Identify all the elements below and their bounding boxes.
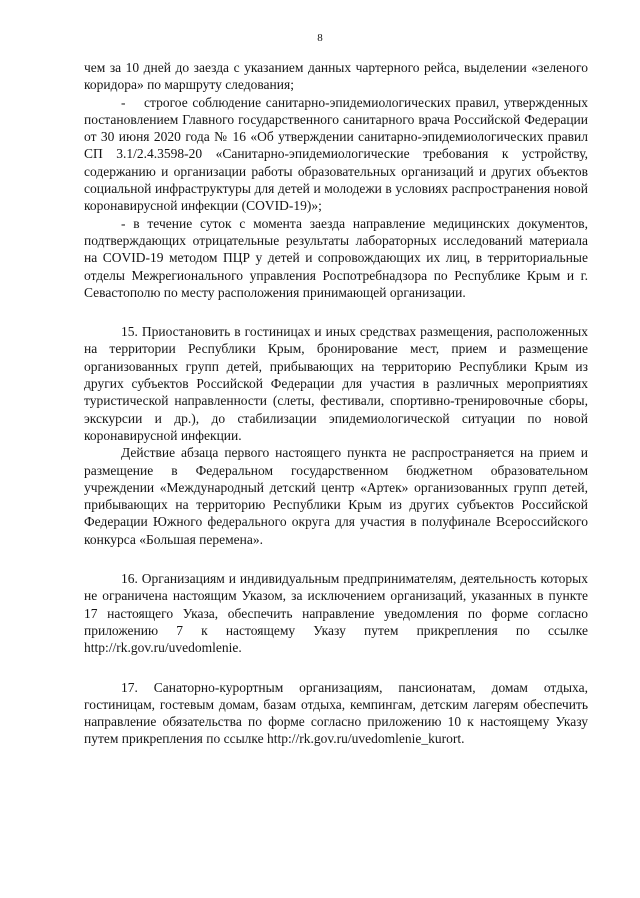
paragraph-spacer: [84, 657, 588, 679]
paragraph-continuation: чем за 10 дней до заезда с указанием данных чартерного рейса, выделении «зеленого коридора» по маршруту следования;: [84, 60, 588, 93]
paragraph-item-15-exception: Действие абзаца первого настоящего пункта не распространяется на прием и размещение в Федеральном государственном бюджетном образовательном учреждении «Международный детский центр «Артек» организованных групп детей, прибывающих на территорию Республики Крым из других субъектов Российской Федерации Южного федерального округа для участия в полуфинале Всероссийского конкурса «Большая перемена».: [84, 445, 588, 547]
paragraph-item-16: 16. Организациям и индивидуальным предпринимателям, деятельность которых не ограничена настоящим Указом, за исключением организаций, указанных в пункте 17 настоящего Указа, обеспечить направление уведомления по форме согласно приложению 7 к настоящему Указу путем прикрепления по ссылке http://rk.gov.ru/uvedomlenie.: [84, 571, 588, 656]
paragraph-medical-documents: - в течение суток с момента заезда направление медицинских документов, подтверждающих отрицательные результаты лабораторных исследований материала на COVID-19 методом ПЦР у детей и сопровождающих их лиц, в территориальные отделы Межрегионального управления Роспотребнадзора по Республике Крым и г. Севастополю по месту расположения принимающей организации.: [84, 215, 588, 300]
paragraph-item-17: 17. Санаторно-курортным организациям, пансионатам, домам отдыха, гостиницам, гостевым домам, базам отдыха, кемпингам, детским лагерям обеспечить направление обязательства по форме согласно приложению 10 к настоящему Указу путем прикрепления по ссылке http://rk.gov.ru/uvedomlenie_kurort.: [84, 679, 588, 747]
page-number: 8: [317, 32, 323, 44]
paragraph-spacer: [84, 548, 588, 570]
paragraph-item-15: 15. Приостановить в гостиницах и иных средствах размещения, расположенных на территории Республики Крым, бронирование мест, прием и размещение организованных групп детей, прибывающих на территорию Республики Крым из других субъектов Российской Федерации для участия в различных мероприятиях туристической направленности (слеты, фестивали, спортивно-тренировочные сборы, экскурсии и др.), до стабилизации эпидемиологической ситуации по новой коронавирусной инфекции.: [84, 324, 588, 443]
paragraph-spacer: [84, 301, 588, 323]
paragraph-sanitary-rules: - строгое соблюдение санитарно-эпидемиологических правил, утвержденных постановлением Главного государственного санитарного врача Российской Федерации от 30 июня 2020 года № 16 «Об утверждении санитарно-эпидемиологических правил СП 3.1/2.4.3598-20 «Санитарно-эпидемиологические требования к устройству, содержанию и организации работы образовательных организаций и других объектов социальной инфраструктуры для детей и молодежи в условиях распространения новой коронавирусной инфекции (COVID-19)»;: [84, 94, 588, 214]
document-body: [84, 59, 588, 748]
